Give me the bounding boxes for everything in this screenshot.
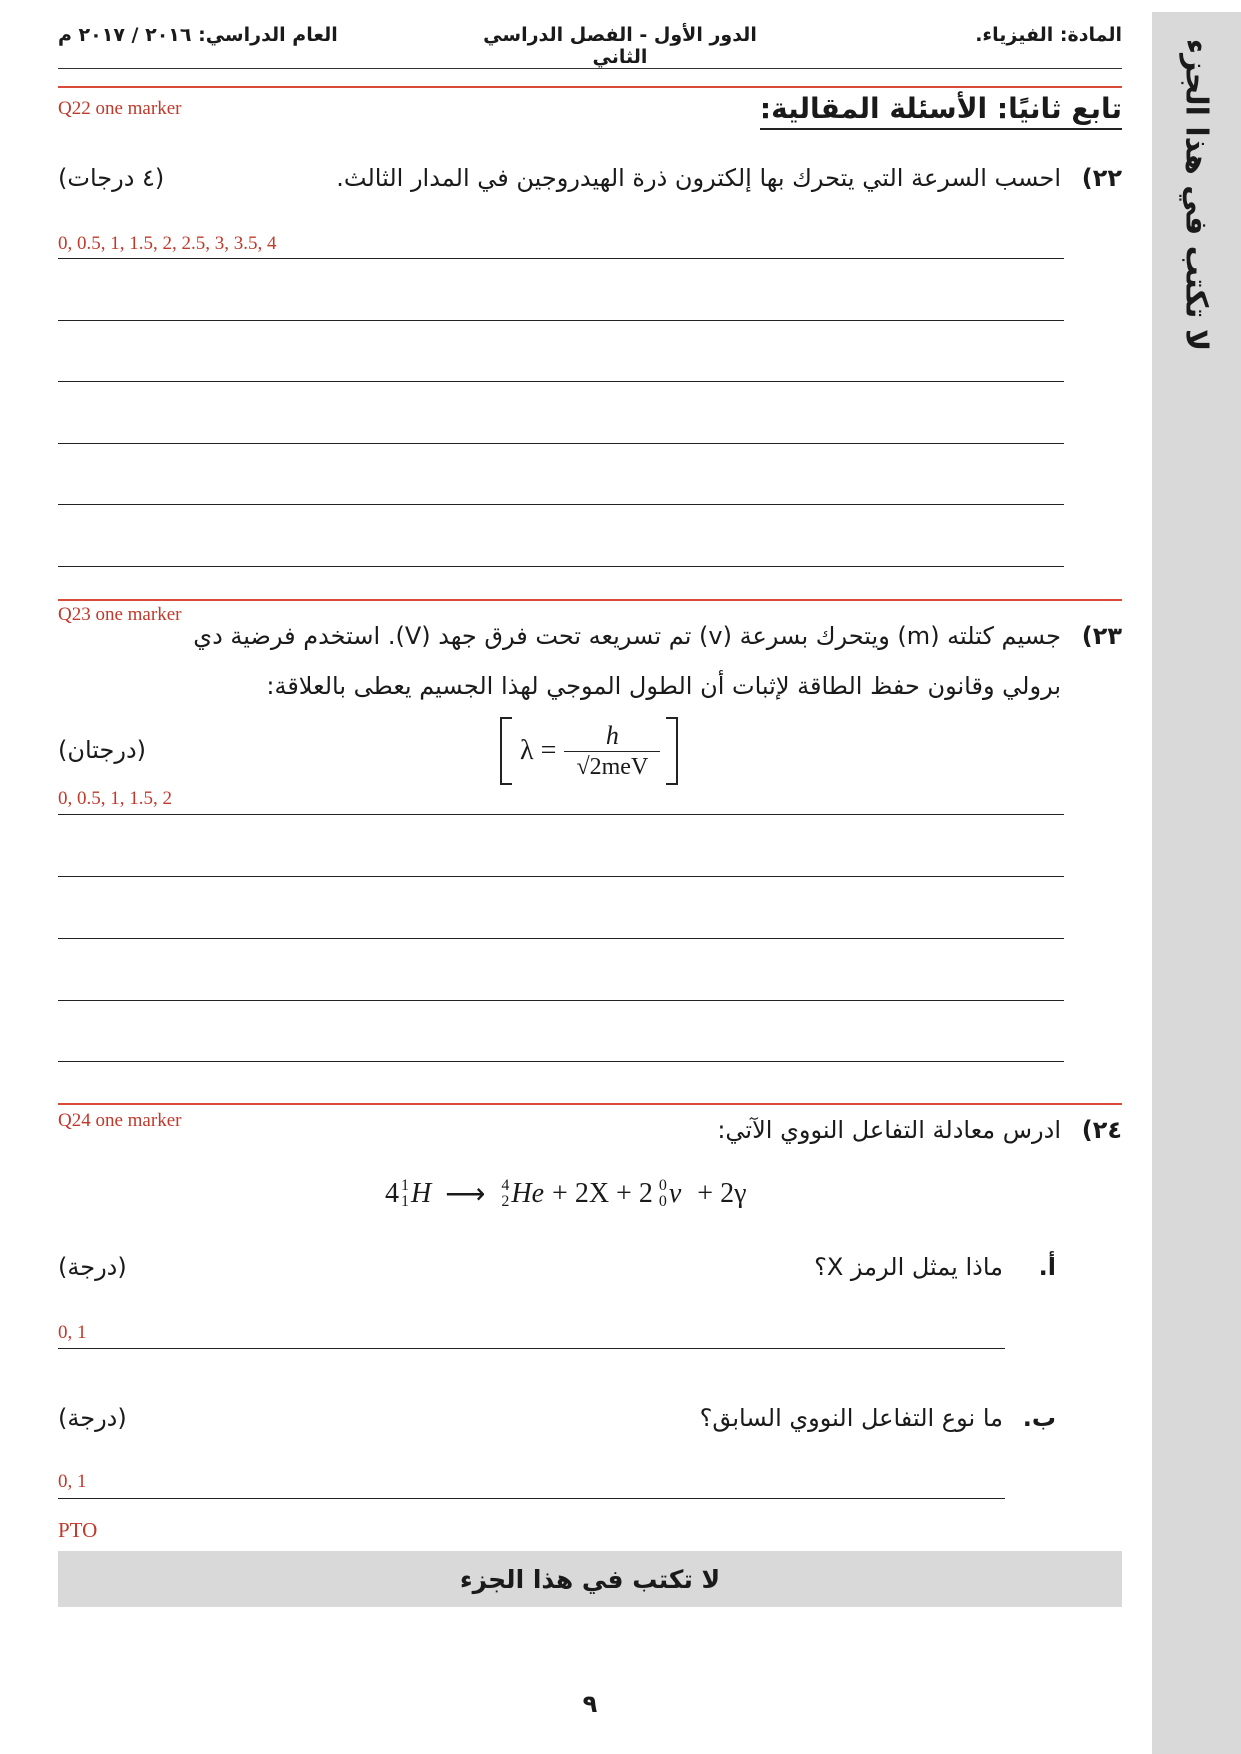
q23-formula (500, 718, 678, 784)
q23-text-line1: جسيم كتلته (m) ويتحرك بسرعة (v) تم تسريعه تحت فرق جهد (V). استخدم فرضية دي (193, 622, 1061, 650)
q24-number: ٢٤) (1081, 1116, 1122, 1144)
header-session: الدور الأول - الفصل الدراسي الثاني (483, 24, 757, 68)
q24a-scale: 0, 1 (58, 1322, 87, 1343)
answer-line (58, 443, 1064, 444)
eq-h-indices: 1 1 (401, 1177, 409, 1210)
bottom-no-write-bar (58, 1551, 1122, 1607)
answer-line (58, 381, 1064, 382)
eq-coef: 4 (385, 1178, 399, 1209)
q22-number: ٢٢) (1081, 164, 1122, 192)
section-title: تابع ثانيًا: الأسئلة المقالية: (760, 92, 1122, 130)
formula-lhs: λ = (520, 735, 557, 766)
q23-divider (58, 599, 1122, 601)
answer-line (58, 938, 1064, 939)
q24-equation (385, 1177, 746, 1211)
answer-line (58, 876, 1064, 877)
q22-text: احسب السرعة التي يتحرك بها إلكترون ذرة الهيدروجين في المدار الثالث. (336, 164, 1061, 192)
q24-text: ادرس معادلة التفاعل النووي الآتي: (717, 1116, 1061, 1144)
eq-helium: He (511, 1178, 545, 1209)
q23-text-line2: برولي وقانون حفظ الطاقة لإثبات أن الطول الموجي لهذا الجسيم يعطى بالعلاقة: (266, 672, 1061, 700)
q22-scale: 0, 0.5, 1, 1.5, 2, 2.5, 3, 3.5, 4 (58, 233, 277, 254)
bottom-notice: لا تكتب في هذا الجزء (459, 1564, 721, 1594)
q24a-text: ماذا يمثل الرمز X؟ (814, 1253, 1003, 1281)
q24b-text: ما نوع التفاعل النووي السابق؟ (699, 1404, 1003, 1432)
eq-nu-indices: 0 0 (658, 1177, 667, 1210)
q24b-marks: (درجة) (58, 1404, 127, 1432)
header-subject: المادة: الفيزياء. (975, 24, 1122, 46)
q23-marks: (درجتان) (58, 736, 147, 764)
header-rule (58, 68, 1122, 69)
eq-neutrino: ν (668, 1178, 682, 1209)
eq-arrow: ⟶ (445, 1179, 486, 1210)
q23-scale: 0, 0.5, 1, 1.5, 2 (58, 788, 172, 809)
answer-line (58, 566, 1064, 567)
q23-marker-note: Q23 one marker (58, 604, 182, 625)
q24a-marks: (درجة) (58, 1253, 127, 1281)
page-number: ٩ (582, 1690, 598, 1718)
q22-divider (58, 86, 1122, 88)
answer-line (58, 1498, 1005, 1499)
q22-marker-note: Q22 one marker (58, 98, 182, 119)
answer-line (58, 504, 1064, 505)
answer-line (58, 1061, 1064, 1062)
eq-middle: + 2X + 2 (552, 1178, 653, 1209)
margin-notice: لا تكتب في هذا الجزء (1178, 38, 1214, 352)
formula-denominator: √2meV (576, 753, 649, 780)
q24-marker-note: Q24 one marker (58, 1110, 182, 1131)
q22-marks: (٤ درجات) (58, 164, 165, 192)
answer-line (58, 1348, 1005, 1349)
eq-tail: + 2γ (697, 1178, 747, 1209)
formula-bracket-right (666, 717, 678, 785)
header-year: العام الدراسي: ٢٠١٦ / ٢٠١٧ م (58, 24, 338, 46)
formula-bracket-left (500, 717, 512, 785)
eq-he-indices: 4 2 (501, 1177, 510, 1210)
answer-line (58, 814, 1064, 815)
q24b-scale: 0, 1 (58, 1471, 87, 1492)
answer-line (58, 320, 1064, 321)
q24a-label: أ. (1038, 1253, 1056, 1281)
answer-line (58, 1000, 1064, 1001)
formula-numerator: h (605, 720, 619, 750)
pto-note: PTO (58, 1518, 98, 1542)
q24-divider (58, 1103, 1122, 1105)
eq-hydrogen: H (411, 1178, 432, 1209)
q23-number: ٢٣) (1081, 622, 1122, 650)
q24b-label: ب. (1022, 1404, 1056, 1432)
formula-fraction (564, 721, 660, 782)
answer-line (58, 258, 1064, 259)
